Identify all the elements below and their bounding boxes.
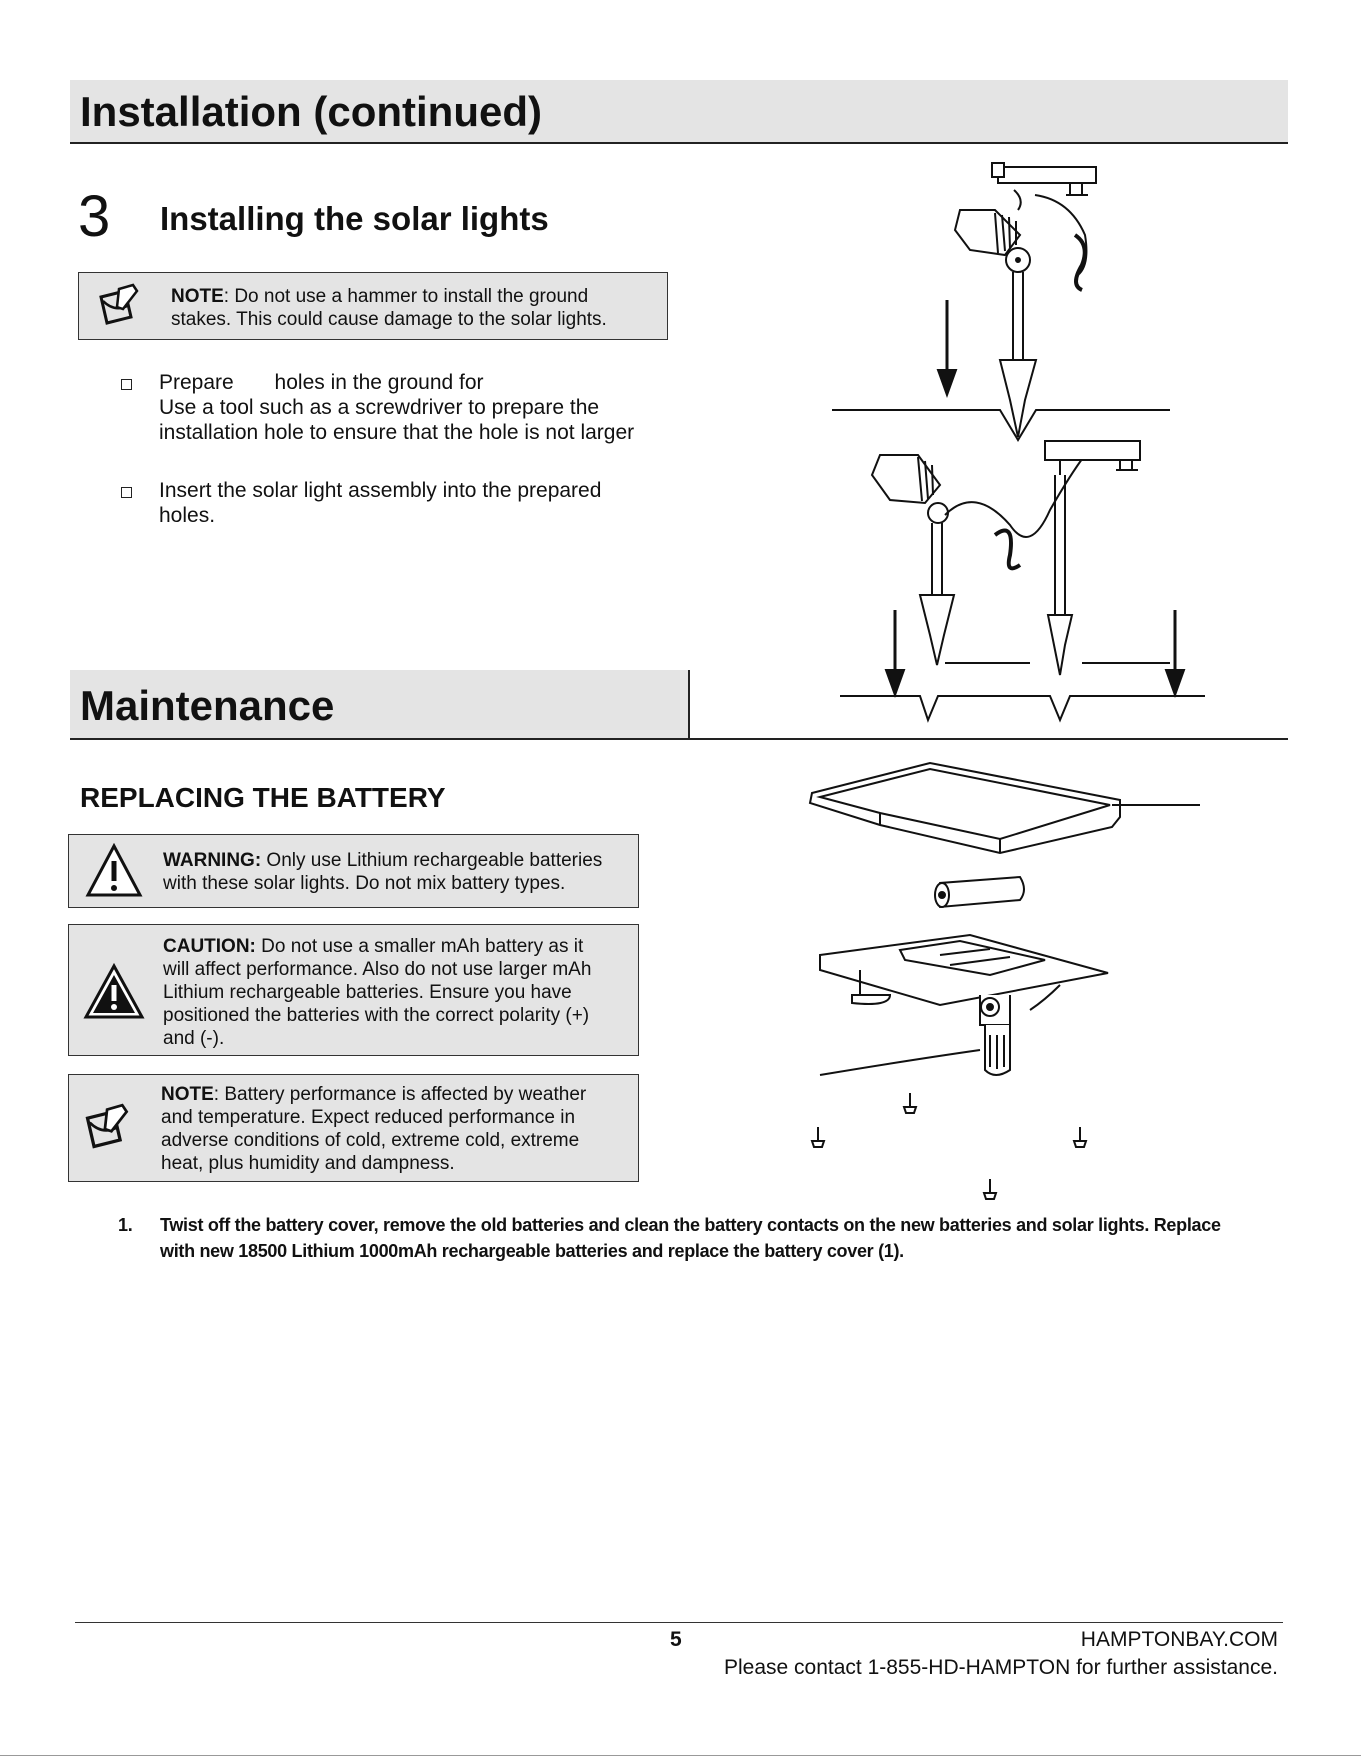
bullet-text-1 bbox=[159, 370, 679, 445]
battery-replacement-illustration bbox=[790, 755, 1210, 1215]
caution-label: CAUTION: bbox=[163, 936, 256, 957]
instruction-text bbox=[160, 1212, 1310, 1264]
maintenance-header-rule bbox=[688, 738, 1288, 740]
caution-line-3: Lithium rechargeable batteries. Ensure you have bbox=[163, 982, 572, 1003]
footer-contact: Please contact 1-855-HD-HAMPTON for further assistance. bbox=[724, 1656, 1278, 1679]
warning-text bbox=[163, 849, 602, 895]
instruction-line-1: Twist off the battery cover, remove the old batteries and clean the battery contacts on the new batteries and solar lights. Replace bbox=[160, 1215, 1221, 1235]
warning-line-2: with these solar lights. Do not mix battery types. bbox=[163, 873, 566, 894]
caution-line-2: will affect performance. Also do not use larger mAh bbox=[163, 959, 592, 980]
install-note-label: NOTE bbox=[171, 286, 224, 307]
caution-triangle-icon bbox=[83, 963, 145, 1021]
caution-line-4: positioned the batteries with the correct polarity (+) bbox=[163, 1005, 590, 1026]
warning-label: WARNING: bbox=[163, 850, 262, 871]
replacing-battery-title: REPLACING THE BATTERY bbox=[80, 782, 446, 813]
warning-triangle-icon bbox=[85, 843, 143, 899]
maintenance-note-text bbox=[161, 1083, 586, 1175]
bullet-1-line-1: Prepare holes in the ground for bbox=[159, 371, 484, 394]
bullet-text-2 bbox=[159, 478, 679, 528]
bullet-1-line-3: installation hole to ensure that the hole is not larger bbox=[159, 421, 635, 444]
note-pencil-icon bbox=[81, 1103, 131, 1153]
maintenance-note-box bbox=[68, 1074, 639, 1182]
maintenance-note-line-2: and temperature. Expect reduced performance in bbox=[161, 1107, 576, 1128]
footer-rule bbox=[75, 1622, 1283, 1623]
installation-header-title: Installation (continued) bbox=[80, 88, 542, 135]
maintenance-note-label: NOTE bbox=[161, 1084, 214, 1105]
install-note-line-1: : Do not use a hammer to install the ground bbox=[223, 286, 589, 307]
install-note-text bbox=[171, 285, 607, 331]
maintenance-header-banner bbox=[70, 670, 690, 740]
maintenance-note-line-3: adverse conditions of cold, extreme cold, extreme bbox=[161, 1130, 580, 1151]
caution-line-5: and (-). bbox=[163, 1028, 225, 1049]
step-title: Installing the solar lights bbox=[160, 200, 549, 237]
page-bottom-rule bbox=[0, 1755, 1361, 1756]
caution-line-1: Do not use a smaller mAh battery as it bbox=[255, 936, 584, 957]
caution-text bbox=[163, 935, 591, 1050]
caution-box bbox=[68, 924, 639, 1056]
warning-box bbox=[68, 834, 639, 908]
maintenance-note-line-1: : Battery performance is affected by weather bbox=[213, 1084, 587, 1105]
maintenance-note-line-4: heat, plus humidity and dampness. bbox=[161, 1153, 455, 1174]
note-pencil-icon bbox=[95, 283, 141, 329]
maintenance-header-title: Maintenance bbox=[80, 682, 335, 729]
warning-line-1: Only use Lithium rechargeable batteries bbox=[261, 850, 603, 871]
footer-page-number: 5 bbox=[670, 1628, 682, 1651]
install-note-box bbox=[78, 272, 668, 340]
solar-light-installation-illustration bbox=[820, 155, 1290, 735]
instruction-number: 1. bbox=[118, 1215, 133, 1235]
bullet-1-line-2: Use a tool such as a screwdriver to prepare the bbox=[159, 396, 600, 419]
bullet-checkbox-2 bbox=[121, 487, 132, 498]
bullet-checkbox-1 bbox=[121, 379, 132, 390]
bullet-2-line-2: holes. bbox=[159, 504, 216, 527]
installation-header-banner bbox=[70, 80, 1288, 144]
bullet-2-line-1: Insert the solar light assembly into the prepared bbox=[159, 479, 602, 502]
step-number: 3 bbox=[78, 184, 111, 249]
install-note-line-2: stakes. This could cause damage to the solar lights. bbox=[171, 309, 607, 330]
footer-website: HAMPTONBAY.COM bbox=[1080, 1628, 1278, 1651]
instruction-line-2: with new 18500 Lithium 1000mAh rechargeable batteries and replace the battery cover (1). bbox=[160, 1241, 904, 1261]
